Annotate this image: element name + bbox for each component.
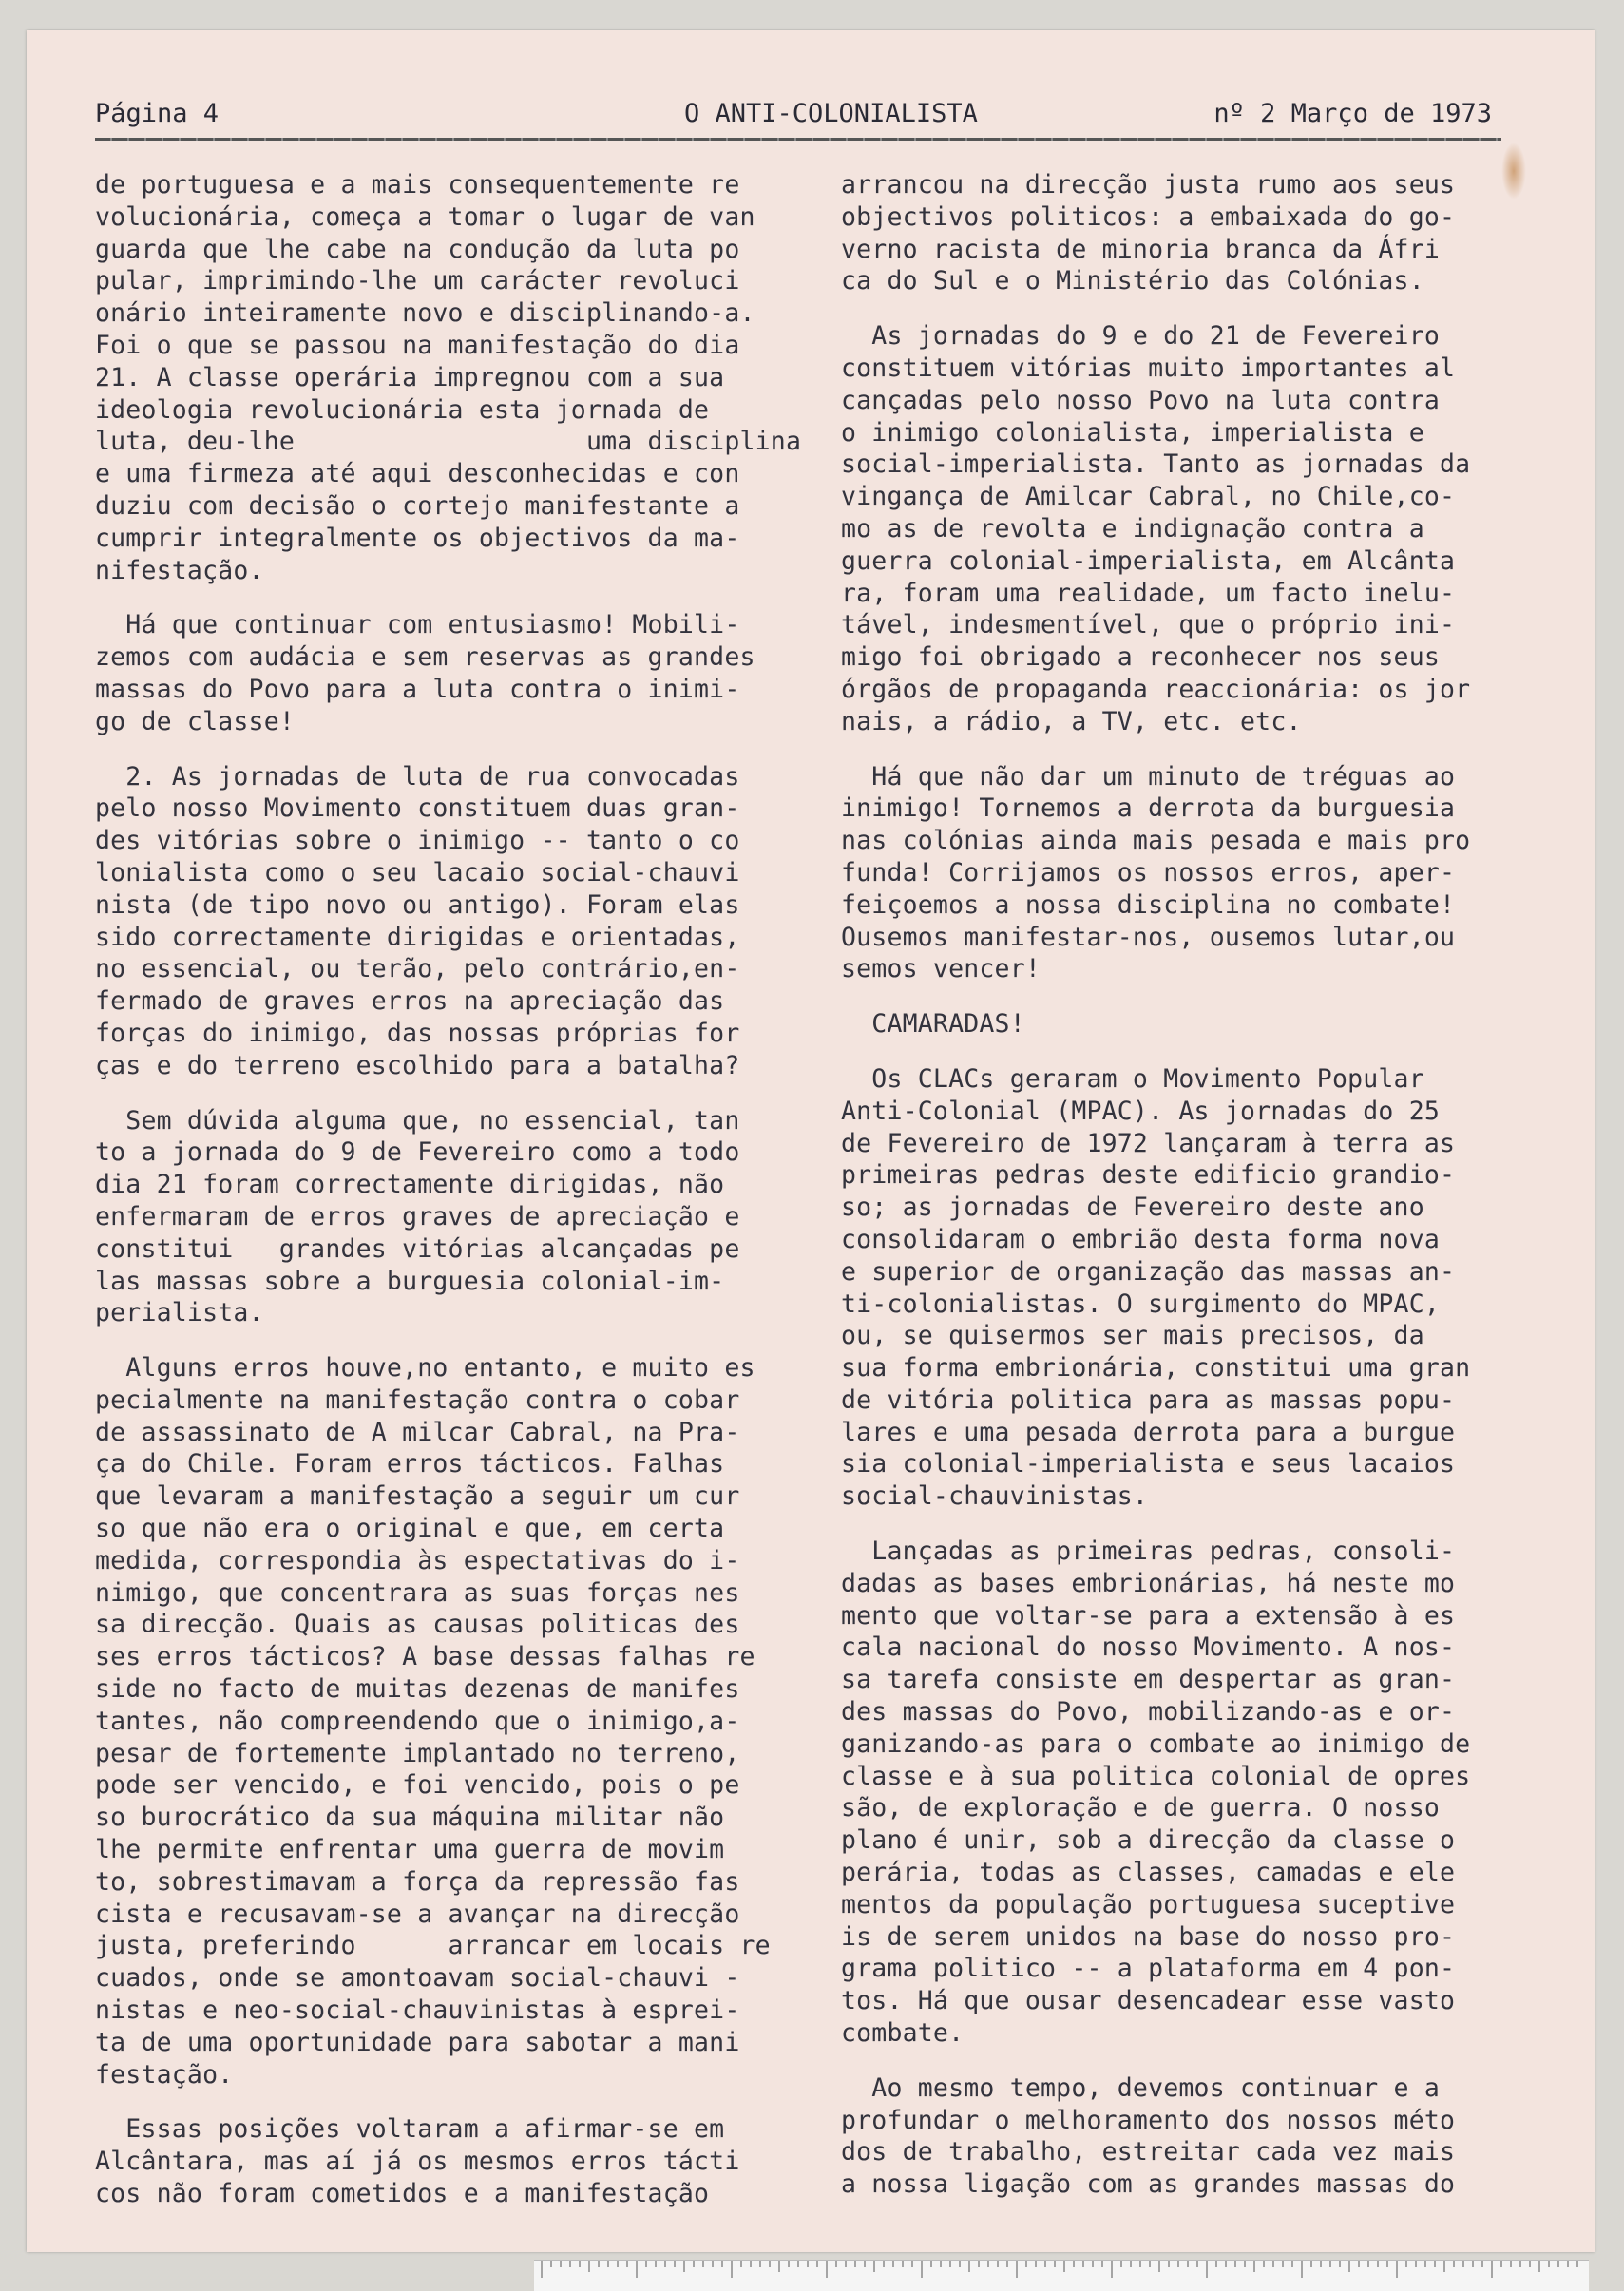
- text-line: social-chauvinistas.: [841, 1481, 1149, 1512]
- paragraph: [95, 761, 789, 1082]
- text-line: ças e do terreno escolhido para a batalha?: [95, 1050, 740, 1080]
- text-line: tável, indesmentível, que o próprio ini-: [841, 610, 1456, 640]
- text-line: is de serem unidos na base do nosso pro-: [841, 1921, 1456, 1952]
- text-line: As jornadas do 9 e do 21 de Fevereiro: [841, 321, 1441, 352]
- left-column: [95, 169, 802, 2233]
- text-line: semos vencer!: [841, 954, 1041, 984]
- text-line: Há que não dar um minuto de tréguas ao: [841, 761, 1456, 792]
- text-line: órgãos de propaganda reaccionária: os jor: [841, 674, 1471, 704]
- text-line: cuados, onde se amontoavam social-chauvi -: [95, 1963, 740, 1994]
- text-line: enfermaram de erros graves de apreciação e: [95, 1201, 740, 1231]
- text-line: pesar de fortemente implantado no terreno,: [95, 1738, 740, 1768]
- text-line: so que não era o original e que, em certa: [95, 1514, 725, 1544]
- text-line: Alguns erros houve,no entanto, e muito es: [95, 1353, 755, 1384]
- text-line: perialista.: [95, 1298, 264, 1328]
- paragraph: [841, 1063, 1535, 1513]
- text-line: inimigo! Tornemos a derrota da burguesia: [841, 793, 1456, 824]
- text-line: cos não foram cometidos e a manifestação: [95, 2179, 710, 2209]
- text-line: tantes, não compreendendo que o inimigo,a-: [95, 1706, 740, 1736]
- text-line: mento que voltar-se para a extensão à es: [841, 1600, 1456, 1631]
- newspaper-title: O ANTI-COLONIALISTA: [684, 99, 978, 128]
- text-line: primeiras pedras deste edificio grandio-: [841, 1160, 1456, 1191]
- text-line: ou, se quisermos ser mais precisos, da: [841, 1321, 1424, 1351]
- text-line: go de classe!: [95, 706, 296, 736]
- text-line: vingança de Amilcar Cabral, no Chile,co-: [841, 482, 1456, 512]
- text-line: funda! Corrijamos os nossos erros, aper-: [841, 857, 1456, 888]
- text-line: migo foi obrigado a reconhecer nos seus: [841, 642, 1441, 673]
- text-line: volucionária, começa a tomar o lugar de van: [95, 201, 755, 232]
- text-line: sua forma embrionária, constitui uma gran: [841, 1353, 1471, 1384]
- text-line: Ousemos manifestar-nos, ousemos lutar,ou: [841, 922, 1456, 952]
- text-line: pode ser vencido, e foi vencido, pois o pe: [95, 1770, 740, 1801]
- text-line: ideologia revolucionária esta jornada de: [95, 394, 710, 425]
- text-line: zemos com audácia e sem reservas as grandes: [95, 642, 755, 673]
- paragraph: [95, 1105, 789, 1330]
- text-line: ti-colonialistas. O surgimento do MPAC,: [841, 1289, 1441, 1319]
- text-line: constitui grandes vitórias alcançadas pe: [95, 1233, 740, 1264]
- paragraph: [95, 2113, 789, 2209]
- right-column: [841, 169, 1535, 2224]
- text-line: sido correctamente dirigidas e orientadas,: [95, 922, 740, 952]
- text-line: sia colonial-imperialista e seus lacaios: [841, 1449, 1456, 1480]
- text-line: onário inteiramente novo e disciplinando-a.: [95, 298, 755, 329]
- text-line: de vitória politica para as massas popu-: [841, 1384, 1456, 1415]
- text-line: Ao mesmo tempo, devemos continuar e a: [841, 2072, 1441, 2103]
- text-line: festação.: [95, 2059, 234, 2090]
- text-line: side no facto de muitas dezenas de manifes: [95, 1674, 740, 1705]
- text-line: ses erros tácticos? A base dessas falhas re: [95, 1642, 755, 1672]
- text-line: nistas e neo-social-chauvinistas à esprei-: [95, 1995, 740, 2026]
- text-line: verno racista de minoria branca da Áfri: [841, 234, 1441, 264]
- text-line: las massas sobre a burguesia colonial-im-: [95, 1266, 725, 1296]
- text-line: CAMARADAS!: [841, 1009, 1025, 1040]
- text-line: Foi o que se passou na manifestação do dia: [95, 330, 740, 360]
- text-line: ça do Chile. Foram erros tácticos. Falhas: [95, 1449, 725, 1480]
- text-line: objectivos politicos: a embaixada do go-: [841, 201, 1456, 232]
- text-line: cala nacional do nosso Movimento. A nos-: [841, 1632, 1456, 1663]
- paragraph: [95, 169, 802, 586]
- text-line: nas colónias ainda mais pesada e mais pro: [841, 826, 1471, 856]
- text-line: so; as jornadas de Fevereiro deste ano: [841, 1193, 1424, 1223]
- text-line: medida, correspondia às espectativas do i-: [95, 1545, 740, 1575]
- text-line: Há que continuar com entusiasmo! Mobili-: [95, 610, 740, 640]
- text-line: e uma firmeza até aqui desconhecidas e con: [95, 459, 740, 489]
- text-line: que levaram a manifestação a seguir um cur: [95, 1481, 740, 1512]
- paragraph: [841, 761, 1535, 986]
- text-line: tos. Há que ousar desencadear esse vasto: [841, 1986, 1456, 2016]
- issue-date: nº 2 Março de 1973: [1213, 99, 1492, 128]
- paragraph: [841, 1008, 1535, 1040]
- text-line: duziu com decisão o cortejo manifestante a: [95, 490, 740, 521]
- text-line: cista e recusavam-se a avançar na direcção: [95, 1899, 740, 1929]
- text-line: lonialista como o seu lacaio social-chauvi: [95, 857, 740, 888]
- text-line: Lançadas as primeiras pedras, consoli-: [841, 1537, 1456, 1567]
- text-line: social-imperialista. Tanto as jornadas da: [841, 449, 1471, 480]
- text-line: lhe permite enfrentar uma guerra de movim: [95, 1835, 725, 1865]
- text-line: fermado de graves erros na apreciação das: [95, 986, 725, 1017]
- text-line: lares e uma pesada derrota para a burgue: [841, 1417, 1456, 1447]
- page-number: Página 4: [95, 99, 220, 128]
- text-line: des massas do Povo, mobilizando-as e or-: [841, 1697, 1456, 1728]
- paragraph: [841, 1536, 1535, 2050]
- text-line: Os CLACs geraram o Movimento Popular: [841, 1063, 1424, 1094]
- text-line: pular, imprimindo-lhe um carácter revoluci: [95, 266, 740, 296]
- text-line: de Fevereiro de 1972 lançaram à terra as: [841, 1128, 1456, 1158]
- text-line: no essencial, ou terão, pelo contrário,en-: [95, 954, 740, 984]
- text-line: guarda que lhe cabe na condução da luta po: [95, 234, 740, 264]
- text-line: nais, a rádio, a TV, etc. etc.: [841, 706, 1302, 736]
- text-line: sa direcção. Quais as causas politicas des: [95, 1610, 740, 1640]
- text-line: dadas as bases embrionárias, há neste mo: [841, 1568, 1456, 1598]
- text-line: grama politico -- a plataforma em 4 pon-: [841, 1954, 1456, 1984]
- text-line: perária, todas as classes, camadas e ele: [841, 1858, 1456, 1888]
- paragraph: [841, 169, 1535, 297]
- text-line: nista (de tipo novo ou antigo). Foram elas: [95, 889, 740, 920]
- text-line: Alcântara, mas aí já os mesmos erros tácti: [95, 2147, 740, 2177]
- text-line: plano é unir, sob a direcção da classe o: [841, 1825, 1456, 1856]
- text-line: ra, foram uma realidade, um facto inelu-: [841, 578, 1456, 608]
- text-line: e superior de organização das massas an-: [841, 1256, 1456, 1287]
- paragraph: [841, 2072, 1535, 2201]
- text-line: profundar o melhoramento dos nossos méto: [841, 2105, 1456, 2135]
- text-line: 21. A classe operária impregnou com a sua: [95, 362, 725, 392]
- text-line: 2. As jornadas de luta de rua convocadas: [95, 761, 740, 792]
- text-line: ganizando-as para o combate ao inimigo de: [841, 1728, 1471, 1759]
- text-line: constituem vitórias muito importantes al: [841, 353, 1456, 383]
- text-line: luta, deu-lhe uma disciplina: [95, 427, 802, 457]
- text-line: justa, preferindo arrancar em locais re: [95, 1931, 771, 1961]
- text-line: guerra colonial-imperialista, em Alcânta: [841, 545, 1456, 576]
- text-line: Anti-Colonial (MPAC). As jornadas do 25: [841, 1096, 1441, 1126]
- text-line: cumprir integralmente os objectivos da ma-: [95, 523, 740, 553]
- text-line: Sem dúvida alguma que, no essencial, tan: [95, 1105, 740, 1136]
- text-line: Essas posições voltaram a afirmar-se em: [95, 2114, 725, 2145]
- text-line: de assassinato de A milcar Cabral, na Pra-: [95, 1417, 740, 1447]
- paragraph: [841, 320, 1535, 737]
- text-line: feiçoemos a nossa disciplina no combate!: [841, 889, 1456, 920]
- page-header: [95, 78, 1501, 141]
- text-line: são, de exploração e de guerra. O nosso: [841, 1793, 1441, 1823]
- text-line: pelo nosso Movimento constituem duas gran-: [95, 793, 740, 824]
- scale-ruler: [534, 2260, 1589, 2291]
- text-line: o inimigo colonialista, imperialista e: [841, 417, 1424, 448]
- text-line: mentos da população portuguesa suceptive: [841, 1889, 1456, 1919]
- text-line: des vitórias sobre o inimigo -- tanto o co: [95, 826, 740, 856]
- text-line: a nossa ligação com as grandes massas do: [841, 2169, 1456, 2200]
- text-line: ca do Sul e o Ministério das Colónias.: [841, 266, 1424, 296]
- text-line: massas do Povo para a luta contra o inimi-: [95, 674, 740, 704]
- paragraph: [95, 1352, 789, 2091]
- text-line: so burocrático da sua máquina militar não: [95, 1803, 725, 1833]
- text-line: arrancou na direcção justa rumo aos seus: [841, 170, 1456, 200]
- text-line: pecialmente na manifestação contra o cobar: [95, 1384, 740, 1415]
- text-line: mo as de revolta e indignação contra a: [841, 513, 1424, 544]
- text-line: to, sobrestimavam a força da repressão fas: [95, 1866, 740, 1897]
- text-line: nimigo, que concentrara as suas forças nes: [95, 1577, 740, 1608]
- text-line: combate.: [841, 2018, 965, 2049]
- text-line: consolidaram o embrião desta forma nova: [841, 1224, 1441, 1254]
- text-line: cançadas pelo nosso Povo na luta contra: [841, 385, 1441, 415]
- header-rule: [95, 138, 1501, 141]
- text-line: dia 21 foram correctamente dirigidas, não: [95, 1170, 725, 1200]
- text-line: de portuguesa e a mais consequentemente re: [95, 170, 740, 200]
- text-line: nifestação.: [95, 555, 264, 585]
- text-line: sa tarefa consiste em despertar as gran-: [841, 1665, 1456, 1695]
- ruler-ticks: [534, 2261, 1589, 2291]
- paragraph: [95, 609, 789, 737]
- text-line: classe e à sua politica colonial de opres: [841, 1761, 1471, 1791]
- text-line: dos de trabalho, estreitar cada vez mais: [841, 2137, 1456, 2167]
- text-line: to a jornada do 9 de Fevereiro como a todo: [95, 1137, 740, 1168]
- text-line: forças do inimigo, das nossas próprias for: [95, 1018, 740, 1048]
- text-line: ta de uma oportunidade para sabotar a mani: [95, 2027, 740, 2057]
